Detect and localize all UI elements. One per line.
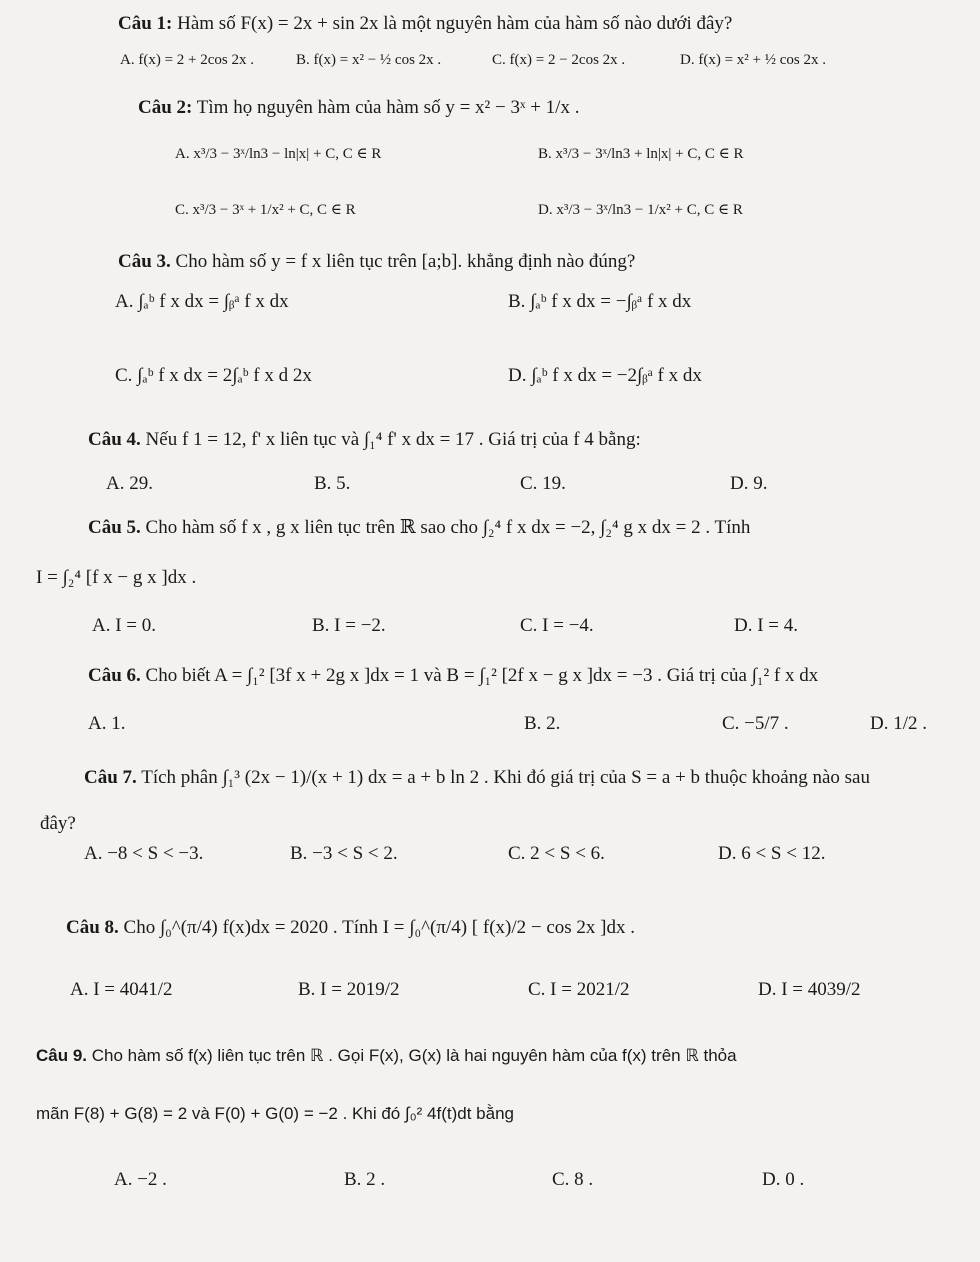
question-2-option-b: B. x³/3 − 3ˣ/ln3 + ln|x| + C, C ∈ R	[538, 146, 744, 162]
question-4-text: Nếu f 1 = 12, f' x liên tục và ∫₁⁴ f' x dx = 17 . Giá trị của f 4 bằng:	[145, 429, 641, 450]
question-4	[88, 428, 641, 452]
question-7-label: Câu 7.	[84, 767, 137, 788]
question-8	[66, 916, 635, 940]
question-6-option-c: C. −5/7 .	[722, 713, 789, 734]
question-9-option-c: C. 8 .	[552, 1169, 594, 1190]
question-3-option-a: A. ∫ₐᵇ f x dx = ∫ᵦᵃ f x dx	[115, 291, 289, 312]
question-8-option-c: C. I = 2021/2	[528, 979, 630, 1000]
question-9-text: Cho hàm số f(x) liên tục trên ℝ . Gọi F(x), G(x) là hai nguyên hàm của f(x) trên ℝ thỏa	[91, 1046, 737, 1065]
question-3-option-c: C. ∫ₐᵇ f x dx = 2∫ₐᵇ f x d 2x	[115, 365, 312, 386]
question-1-text: Hàm số F(x) = 2x + sin 2x là một nguyên hàm của hàm số nào dưới đây?	[177, 13, 733, 34]
question-2-label: Câu 2:	[138, 97, 193, 118]
question-3-option-b: B. ∫ₐᵇ f x dx = −∫ᵦᵃ f x dx	[508, 291, 692, 312]
question-7	[84, 766, 870, 790]
question-2-text: Tìm họ nguyên hàm của hàm số y = x² − 3ˣ + 1/x .	[196, 97, 580, 118]
question-3-text: Cho hàm số y = f x liên tục trên [a;b]. khẳng định nào đúng?	[175, 251, 636, 272]
question-2	[138, 96, 579, 120]
question-8-option-d: D. I = 4039/2	[758, 979, 861, 1000]
question-5-option-c: C. I = −4.	[520, 615, 594, 636]
question-7-text: Tích phân ∫₁³ (2x − 1)/(x + 1) dx = a + b ln 2 . Khi đó giá trị của S = a + b thuộc khoảng nào sau	[141, 767, 870, 788]
question-4-option-b: B. 5.	[314, 473, 351, 494]
question-9-option-b: B. 2 .	[344, 1169, 386, 1190]
question-5-option-a: A. I = 0.	[92, 615, 157, 636]
question-4-option-a: A. 29.	[106, 473, 153, 494]
question-1-label: Câu 1:	[118, 13, 173, 34]
question-9	[36, 1044, 737, 1068]
question-6	[88, 664, 818, 688]
question-4-option-c: C. 19.	[520, 473, 566, 494]
question-9-option-d: D. 0 .	[762, 1169, 805, 1190]
question-9-label: Câu 9.	[36, 1046, 88, 1065]
question-5-option-b: B. I = −2.	[312, 615, 386, 636]
question-5-option-d: D. I = 4.	[734, 615, 799, 636]
question-5-text-2: I = ∫₂⁴ [f x − g x ]dx .	[36, 567, 197, 588]
question-6-label: Câu 6.	[88, 665, 141, 686]
question-7-text-2: đây?	[40, 813, 76, 834]
question-5	[88, 516, 750, 540]
question-2-option-a: A. x³/3 − 3ˣ/ln3 − ln|x| + C, C ∈ R	[175, 146, 382, 162]
question-8-option-a: A. I = 4041/2	[70, 979, 173, 1000]
question-1	[118, 12, 732, 36]
question-5-text: Cho hàm số f x , g x liên tục trên ℝ sao cho ∫₂⁴ f x dx = −2, ∫₂⁴ g x dx = 2 . Tính	[145, 517, 751, 538]
question-7-option-a: A. −8 < S < −3.	[84, 843, 204, 864]
question-8-label: Câu 8.	[66, 917, 119, 938]
question-2-option-d: D. x³/3 − 3ˣ/ln3 − 1/x² + C, C ∈ R	[538, 202, 743, 218]
question-2-option-c: C. x³/3 − 3ˣ + 1/x² + C, C ∈ R	[175, 202, 356, 218]
question-6-text: Cho biết A = ∫₁² [3f x + 2g x ]dx = 1 và B = ∫₁² [2f x − g x ]dx = −3 . Giá trị của ∫₁² f x dx	[145, 665, 819, 686]
question-6-option-a: A. 1.	[88, 713, 126, 734]
question-6-option-d: D. 1/2 .	[870, 713, 927, 734]
question-8-text: Cho ∫₀^(π/4) f(x)dx = 2020 . Tính I = ∫₀^(π/4) [ f(x)/2 − cos 2x ]dx .	[123, 917, 635, 938]
question-8-option-b: B. I = 2019/2	[298, 979, 400, 1000]
question-7-option-d: D. 6 < S < 12.	[718, 843, 826, 864]
question-4-label: Câu 4.	[88, 429, 141, 450]
question-5-label: Câu 5.	[88, 517, 141, 538]
question-7-option-c: C. 2 < S < 6.	[508, 843, 605, 864]
question-1-option-c: C. f(x) = 2 − 2cos 2x .	[492, 52, 626, 68]
question-3	[118, 250, 635, 274]
question-7-option-b: B. −3 < S < 2.	[290, 843, 398, 864]
question-1-option-d: D. f(x) = x² + ½ cos 2x .	[680, 52, 826, 68]
question-1-option-a: A. f(x) = 2 + 2cos 2x .	[120, 52, 254, 68]
question-3-label: Câu 3.	[118, 251, 171, 272]
question-9-text-2: mãn F(8) + G(8) = 2 và F(0) + G(0) = −2 . Khi đó ∫₀² 4f(t)dt bằng	[36, 1104, 514, 1123]
question-1-option-b: B. f(x) = x² − ½ cos 2x .	[296, 52, 442, 68]
question-9-option-a: A. −2 .	[114, 1169, 167, 1190]
question-6-option-b: B. 2.	[524, 713, 561, 734]
question-3-option-d: D. ∫ₐᵇ f x dx = −2∫ᵦᵃ f x dx	[508, 365, 702, 386]
question-4-option-d: D. 9.	[730, 473, 768, 494]
